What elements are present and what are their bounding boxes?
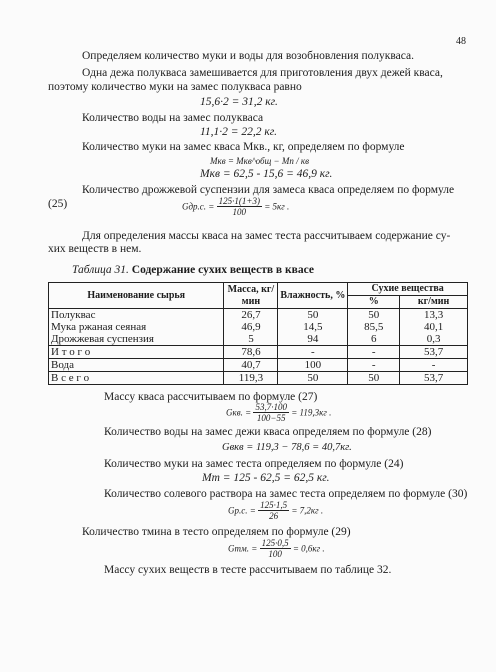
fraction-formula: Gкв. = $\frac{53,7\cdot 100}{100-55}$ = 119,3кг . xyxy=(226,402,332,423)
dry-matter-table xyxy=(48,282,468,385)
text-line: Количество дрожжевой суспензии для замеса кваса определяем по формуле xyxy=(82,184,455,196)
text-line: Определяем количество муки и воды для возобновления полукваса. xyxy=(82,50,414,62)
text-line: Для определения массы кваса на замес теста рассчитываем содержание су- xyxy=(82,230,451,242)
text-line: Количество воды на замес дежи кваса определяем по формуле (28) xyxy=(104,426,432,438)
text-line: Массу кваса рассчитываем по формуле (27) xyxy=(104,391,318,403)
table-caption: Таблица 31. Содержание сухих веществ в квасе xyxy=(72,264,314,276)
text-line: Количество солевого раствора на замес теста определяем по формуле (30) xyxy=(104,488,468,500)
formula: Мкв = Мкв^общ − Мп / кв xyxy=(210,156,309,166)
text-line: Количество тмина в тесто определяем по формуле (29) xyxy=(82,526,351,538)
header-dry-percent: % xyxy=(348,296,400,309)
table-row: Мука ржаная сеяная 46,9 14,5 85,5 40,1 xyxy=(49,321,468,333)
header-dry-kg: кг/мин xyxy=(400,296,468,309)
formula: 15,6·2 = 31,2 кг. xyxy=(200,96,278,108)
header-name: Наименование сырья xyxy=(49,283,224,309)
fraction-formula: Gдр.с. = $\frac{125\cdot 1(1+3)}{100}$ = 5кг . xyxy=(182,196,290,217)
text-line: хих веществ в нем. xyxy=(48,243,142,255)
fraction-formula: Gр.с. = $\frac{125\cdot 1,5}{26}$ = 7,2кг . xyxy=(228,500,324,521)
table-row: В с е г о 119,3 50 50 53,7 xyxy=(49,372,468,385)
text-line: Массу сухих веществ в тесте рассчитываем по таблице 32. xyxy=(104,564,392,576)
header-dry-matter: Сухие вещества xyxy=(348,283,468,296)
formula: Мт = 125 - 62,5 = 62,5 кг. xyxy=(202,472,330,484)
text-line: Количество муки на замес теста определяем по формуле (24) xyxy=(104,458,404,470)
table-row: Вода 40,7 100 - - xyxy=(49,359,468,372)
table-row: Полуквас 26,7 50 50 13,3 xyxy=(49,309,468,322)
table-row: И т о г о 78,6 - - 53,7 xyxy=(49,346,468,359)
text-line: Одна дежа полукваса замешивается для приготовления двух дежей кваса, xyxy=(82,67,443,79)
formula: Мкв = 62,5 - 15,6 = 46,9 кг. xyxy=(200,168,333,180)
header-mass: Масса, кг/мин xyxy=(224,283,278,309)
formula: 11,1·2 = 22,2 кг. xyxy=(200,126,277,138)
header-humidity: Влажность, % xyxy=(278,283,348,309)
text-line: Количество муки на замес кваса Мкв., кг, определяем по формуле xyxy=(82,141,405,153)
formula: Gвкв = 119,3 − 78,6 = 40,7кг. xyxy=(222,442,352,453)
page-number: 48 xyxy=(456,36,466,47)
text-line: Количество воды на замес полукваса xyxy=(82,112,264,124)
text-line: (25) xyxy=(48,198,68,210)
table-row: Дрожжевая суспензия 5 94 6 0,3 xyxy=(49,333,468,346)
fraction-formula: Gтм. = $\frac{125\cdot 0,5}{100}$ = 0,6кг . xyxy=(228,538,325,559)
text-line: поэтому количество муки на замес полукваса равно xyxy=(48,81,302,93)
